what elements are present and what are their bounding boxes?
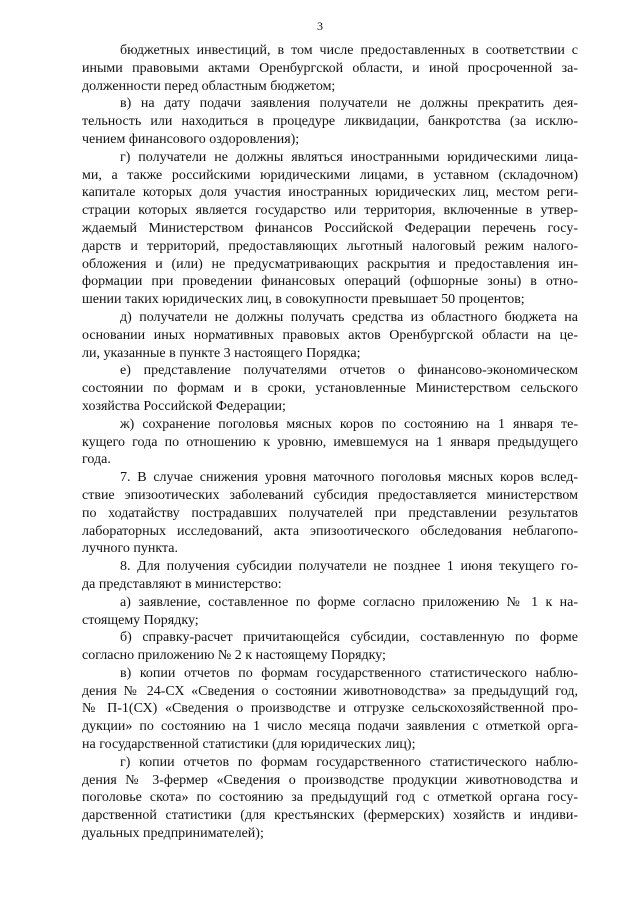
page-number: 3 [317,19,323,33]
text-line: д) получатели не должны получать средства из областного бюджета на [120,309,578,325]
paragraph [82,469,578,558]
document-body [82,42,578,843]
text-line: дарств и территорий, предоставляющих льготный налоговый режим налого- [82,238,578,254]
text-line: тельность или находиться в процедуре ликвидации, банкротства (за исклю- [82,114,578,130]
text-line: основании иных нормативных правовых актов Оренбургской области на це- [82,327,578,343]
text-line: дуальных предпринимателей); [82,826,264,842]
text-line: дарственной статистики (для крестьянских (фермерских) хозяйств и индиви- [82,808,578,824]
text-line: на государственной статистики (для юридических лиц); [82,737,416,753]
text-line: ствие эпизоотических заболеваний субсидия предоставляется министерством [82,487,578,503]
text-line: да представляют в министерство: [82,576,282,592]
paragraph [82,416,578,469]
paragraph [82,95,578,148]
text-line: е) представление получателями отчетов о финансово-экономическом [120,363,578,379]
text-line: стоящему Порядку; [82,612,199,628]
text-line: иными правовыми актами Оренбургской области, и иной просроченной за- [82,60,578,76]
paragraph [82,629,578,665]
paragraph [82,309,578,362]
text-line: б) справку-расчет причитающейся субсидии, составленную по форме [120,630,578,646]
paragraph [82,558,578,594]
text-line: г) получатели не должны являться иностранными юридическими лица- [120,149,578,165]
text-line: хозяйства Российской Федерации; [82,398,286,414]
text-line: дения № 24-СХ «Сведения о состоянии животноводства» за предыдущий год, [82,683,578,699]
text-line: а) заявление, составленное по форме согласно приложению № 1 к на- [120,594,578,610]
paragraph [82,594,578,630]
paragraph [82,149,578,309]
text-line: года. [82,452,111,468]
paragraph [82,42,578,95]
text-line: дения № 3-фермер «Сведения о производстве продукции животноводства и [82,772,578,788]
text-line: дукции» по состоянию на 1 число месяца подачи заявления с отметкой орга- [82,719,578,735]
text-line: бюджетных инвестиций, в том числе предоставленных в соответствии с [120,43,578,58]
text-line: лучного пункта. [82,541,179,557]
text-line: кущего года по отношению к уровню, имевшемуся на 1 января предыдущего [82,434,578,450]
text-line: ж) сохранение поголовья мясных коров по состоянию на 1 января те- [120,416,578,432]
paragraph [82,362,578,415]
text-line: долженности перед областным бюджетом; [82,78,336,94]
text-line: 8. Для получения субсидии получатели не позднее 1 июня текущего го- [120,559,578,575]
text-line: состоянии по формам и в сроки, установленные Министерством сельского [82,381,578,397]
paragraph [82,754,578,843]
text-line: капитале которых доля участия иностранных юридических лиц, местом реги- [82,185,578,201]
text-line: г) копии отчетов по формам государственного статистического наблю- [120,754,578,770]
text-line: ми, а также российскими юридическими лицами, в уставном (складочном) [82,167,578,183]
text-line: поголовье скота» по состоянию за предыдущий год с отметкой органа госу- [82,790,578,806]
text-line: № П-1(СХ) «Сведения о производстве и отгрузке сельскохозяйственной про- [82,701,578,717]
text-line: лабораторных исследований, акта эпизоотического обследования неблагопо- [82,523,578,539]
text-line: чением финансового оздоровления); [82,131,300,147]
text-line: ждаемый Министерством финансов Российской Федерации перечень госу- [82,220,578,236]
text-line: формации при проведении финансовых операций (офшорные зоны) в отно- [82,274,578,290]
text-line: в) копии отчетов по формам государственного статистического наблю- [120,665,578,681]
text-line: согласно приложению № 2 к настоящему Порядку; [82,648,386,664]
text-line: 7. В случае снижения уровня маточного поголовья мясных коров вслед- [120,470,578,486]
text-line: по ходатайству пострадавших получателей при представлении результатов [82,505,578,521]
text-line: в) на дату подачи заявления получатели не должны прекратить дея- [120,96,578,112]
paragraph [82,665,578,754]
text-line: ли, указанные в пункте 3 настоящего Порядка; [82,345,361,361]
text-line: страции которых является государство или территория, включенные в утвер- [82,203,578,219]
text-line: шении таких юридических лиц, в совокупности превышает 50 процентов; [82,292,525,308]
text-line: обложения и (или) не предусматривающих раскрытия и предоставления ин- [82,256,578,272]
